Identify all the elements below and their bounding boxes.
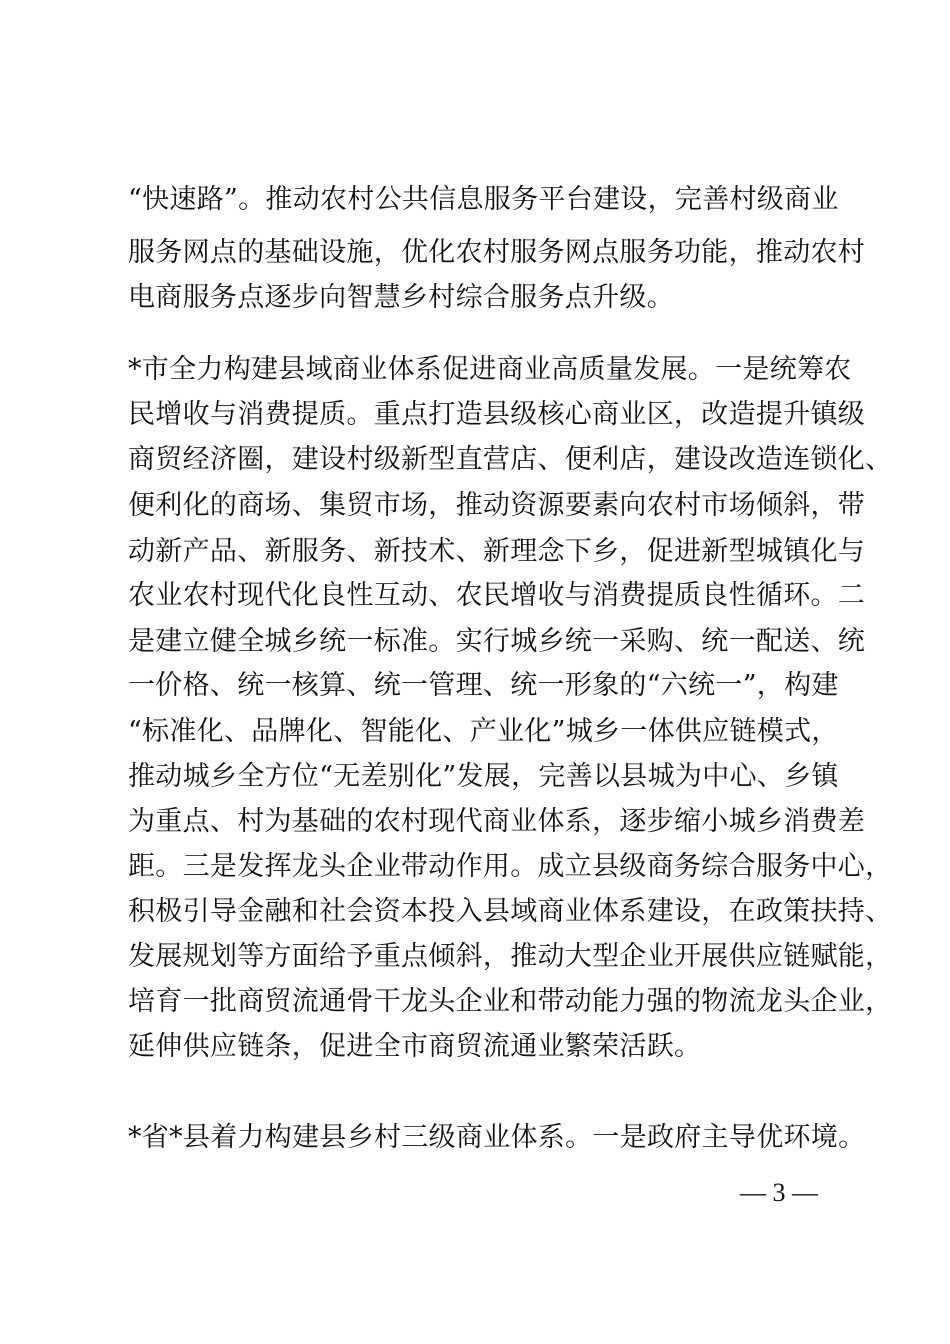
paragraph-2-line-9: “标准化、品牌化、智能化、产业化”城乡一体供应链模式， <box>128 716 839 747</box>
paragraph-2-line-1: *市全力构建县域商业体系促进商业高质量发展。一是统筹农 <box>128 354 852 385</box>
paragraph-3-line-1: *省*县着力构建县乡村三级商业体系。一是政府主导优环境。 <box>128 1122 866 1153</box>
paragraph-2-line-8: 一价格、统一核算、统一管理、统一形象的“六统一”，构建 <box>128 670 839 701</box>
paragraph-2-line-2: 民增收与消费提质。重点打造县级核心商业区，改造提升镇级 <box>128 399 866 430</box>
paragraph-2-line-4: 便利化的商场、集贸市场，推动资源要素向农村市场倾斜，带 <box>128 490 866 521</box>
paragraph-2-line-12: 距。三是发挥龙头企业带动作用。成立县级商务综合服务中心， <box>128 851 893 882</box>
paragraph-2-line-6: 农业农村现代化良性互动、农民增收与消费提质良性循环。二 <box>128 580 866 611</box>
paragraph-2-line-14: 发展规划等方面给予重点倾斜，推动大型企业开展供应链赋能， <box>128 941 893 972</box>
page-number: — 3 — <box>740 1178 818 1207</box>
paragraph-1-line-2: 服务网点的基础设施，优化农村服务网点服务功能，推动农村 <box>128 237 866 268</box>
paragraph-2-line-13: 积极引导金融和社会资本投入县域商业体系建设，在政策扶持、 <box>128 896 893 927</box>
paragraph-2-line-5: 动新产品、新服务、新技术、新理念下乡，促进新型城镇化与 <box>128 536 866 567</box>
paragraph-2-line-7: 是建立健全城乡统一标准。实行城乡统一采购、统一配送、统 <box>128 626 866 657</box>
paragraph-2-line-3: 商贸经济圈，建设村级新型直营店、便利店，建设改造连锁化、 <box>128 444 893 475</box>
paragraph-2-line-10: 推动城乡全方位“无差别化”发展，完善以县城为中心、乡镇 <box>128 761 839 792</box>
paragraph-2-line-11: 为重点、村为基础的农村现代商业体系，逐步缩小城乡消费差 <box>128 806 866 837</box>
paragraph-1-line-1: “快速路”。推动农村公共信息服务平台建设，完善村级商业 <box>128 184 839 215</box>
paragraph-2-line-16: 延伸供应链条，促进全市商贸流通业繁荣活跃。 <box>128 1031 702 1062</box>
paragraph-1-line-3: 电商服务点逐步向智慧乡村综合服务点升级。 <box>128 282 674 313</box>
paragraph-2-line-15: 培育一批商贸流通骨干龙头企业和带动能力强的物流龙头企业， <box>128 986 893 1017</box>
